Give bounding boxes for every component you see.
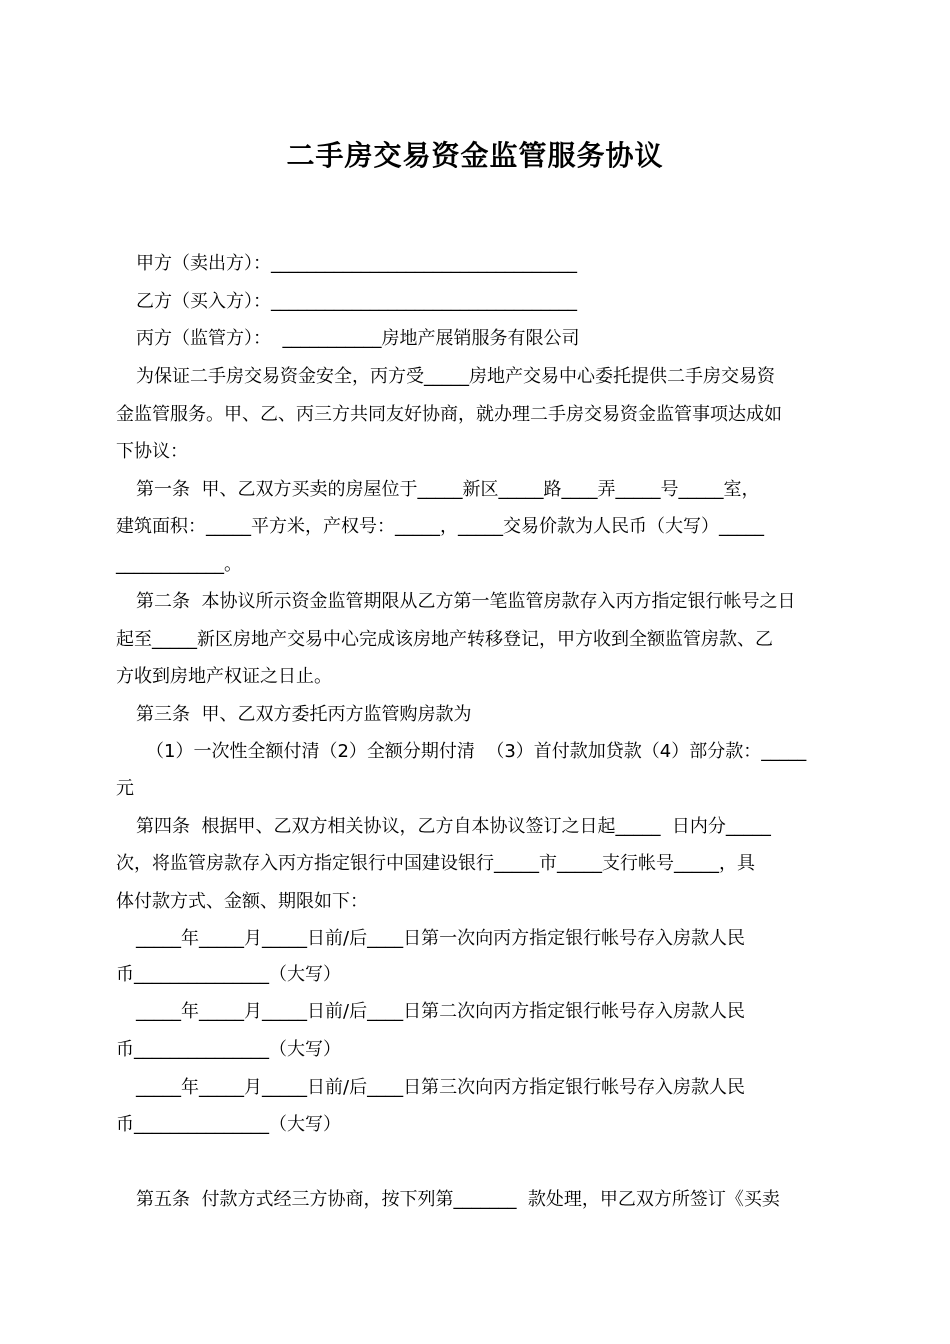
document-title: 二手房交易资金监管服务协议 (286, 139, 664, 172)
preamble-line-2: 金监管服务。甲、乙、丙三方共同友好协商，就办理二手房交易资金监管事项达成如 (116, 404, 782, 425)
payment-2-line-2: 币_______________（大写） (116, 1039, 341, 1060)
article-1-line-2: 建筑面积：_____平方米，产权号：_____，_____交易价款为人民币（大写）_____ (116, 516, 764, 537)
article-4-line-2: 次，将监管房款存入丙方指定银行中国建设银行_____市_____支行帐号_____，具 (116, 853, 755, 874)
party-c-line: 丙方（监管方）： ___________房地产展销服务有限公司 (136, 328, 580, 349)
payment-1-line-1: _____年_____月_____日前/后____日第一次向丙方指定银行帐号存入房款人民 (136, 928, 746, 949)
payment-2-line-1: _____年_____月_____日前/后____日第二次向丙方指定银行帐号存入房款人民 (136, 1001, 746, 1022)
preamble-line-1: 为保证二手房交易资金安全，丙方受_____房地产交易中心委托提供二手房交易资 (136, 366, 775, 387)
article-4-line-1: 第四条 根据甲、乙双方相关协议，乙方自本协议签订之日起_____ 日内分_____ (136, 816, 771, 837)
article-3-options: （1）一次性全额付清（2）全额分期付清 （3）首付款加贷款（4）部分款：_____ (146, 741, 807, 762)
article-1-line-3: ____________。 (116, 554, 242, 575)
preamble-line-3: 下协议： (116, 441, 188, 462)
payment-1-line-2: 币_______________（大写） (116, 964, 341, 985)
article-1-line-1: 第一条 甲、乙双方买卖的房屋位于_____新区_____路____弄_____号_____室， (136, 479, 760, 500)
party-b-line: 乙方（买入方）：__________________________________ (136, 291, 577, 312)
payment-3-line-2: 币_______________（大写） (116, 1114, 341, 1135)
article-2-line-2: 起至_____新区房地产交易中心完成该房地产转移登记，甲方收到全额监管房款、乙 (116, 629, 773, 650)
article-5-line-1: 第五条 付款方式经三方协商，按下列第_______ 款处理，甲乙双方所签订《买卖 (136, 1189, 780, 1210)
article-2-line-1: 第二条 本协议所示资金监管期限从乙方第一笔监管房款存入丙方指定银行帐号之日 (136, 591, 796, 612)
article-2-line-3: 方收到房地产权证之日止。 (116, 666, 332, 687)
article-4-line-3: 体付款方式、金额、期限如下： (116, 891, 368, 912)
article-3-unit: 元 (116, 778, 134, 799)
payment-3-line-1: _____年_____月_____日前/后____日第三次向丙方指定银行帐号存入房款人民 (136, 1077, 746, 1098)
party-a-line: 甲方（卖出方）：__________________________________ (136, 253, 577, 274)
article-3-line-1: 第三条 甲、乙双方委托丙方监管购房款为 (136, 704, 472, 725)
